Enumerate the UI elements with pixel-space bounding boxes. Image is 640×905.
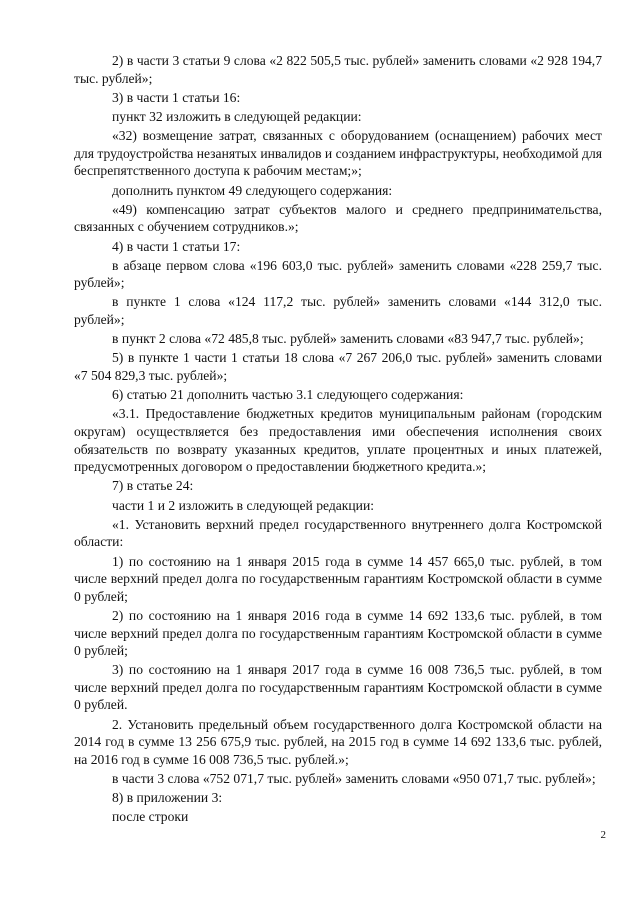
paragraph-14: 7) в статье 24: xyxy=(112,478,194,494)
paragraph-20: 2. Установить предельный объем государственного долга Костромской области на 2014 год в сумме 13 256 675,9 тыс. рублей, на 2015 год в сумме 14 692 133,6 тыс. рублей, на 2016 год в сумме 16 008 736,5 тыс. рублей.»; xyxy=(74,716,602,767)
paragraph-5: дополнить пунктом 49 следующего содержания: xyxy=(112,182,393,198)
paragraph-8: в абзаце первом слова «196 603,0 тыс. рублей» заменить словами «228 259,7 тыс. рублей»; xyxy=(74,257,602,291)
paragraph-15: части 1 и 2 изложить в следующей редакции: xyxy=(112,497,375,513)
paragraph-4: «32) возмещение затрат, связанных с оборудованием (оснащением) рабочих мест для трудоустройства незанятых инвалидов и созданием инфраструктуры, необходимой для беспрепятственного доступа к рабочим местам;»; xyxy=(74,128,602,179)
paragraph-7: 4) в части 1 статьи 17: xyxy=(112,238,241,254)
paragraph-23: после строки xyxy=(112,809,189,825)
paragraph-10: в пункт 2 слова «72 485,8 тыс. рублей» заменить словами «83 947,7 тыс. рублей»; xyxy=(112,331,584,347)
paragraph-11: 5) в пункте 1 части 1 статьи 18 слова «7 267 206,0 тыс. рублей» заменить словами «7 504 829,3 тыс. рублей»; xyxy=(74,350,602,384)
paragraph-18: 2) по состоянию на 1 января 2016 года в сумме 14 692 133,6 тыс. рублей, в том числе верхний предел долга по государственным гарантиям Костромской области в сумме 0 рублей; xyxy=(74,607,602,659)
paragraph-3: пункт 32 изложить в следующей редакции: xyxy=(112,108,362,124)
paragraph-2: 3) в части 1 статьи 16: xyxy=(112,89,241,105)
paragraph-12: 6) статью 21 дополнить частью 3.1 следующего содержания: xyxy=(112,387,464,403)
paragraph-16: «1. Установить верхний предел государственного внутреннего долга Костромской области: xyxy=(74,516,602,550)
paragraph-19: 3) по состоянию на 1 января 2017 года в сумме 16 008 736,5 тыс. рублей, в том числе верхний предел долга по государственным гарантиям Костромской области в сумме 0 рублей. xyxy=(74,662,602,713)
paragraph-9: в пункте 1 слова «124 117,2 тыс. рублей» заменить словами «144 312,0 тыс. рублей»; xyxy=(74,294,602,328)
paragraph-21: в части 3 слова «752 071,7 тыс. рублей» заменить словами «950 071,7 тыс. рублей»; xyxy=(112,771,596,787)
document-body xyxy=(74,52,602,828)
paragraph-6: «49) компенсацию затрат субъектов малого и среднего предпринимательства, связанных с обучением сотрудников.»; xyxy=(74,201,602,235)
paragraph-17: 1) по состоянию на 1 января 2015 года в сумме 14 457 665,0 тыс. рублей, в том числе верхний предел долга по государственным гарантиям Костромской области в сумме 0 рублей; xyxy=(74,553,602,604)
paragraph-1: 2) в части 3 статьи 9 слова «2 822 505,5 тыс. рублей» заменить словами «2 928 194,7 тыс. рублей»; xyxy=(74,53,602,86)
paragraph-22: 8) в приложении 3: xyxy=(112,790,223,806)
page-number: 2 xyxy=(600,829,606,841)
paragraph-13: «3.1. Предоставление бюджетных кредитов муниципальным районам (городским округам) осуществляется без предоставления ими обеспечения исполнения своих обязательств по возврату указанных кредитов, уплате процентных и иных платежей, предусмотренных договором о предоставлении бюджетного кредита.»; xyxy=(74,406,602,475)
